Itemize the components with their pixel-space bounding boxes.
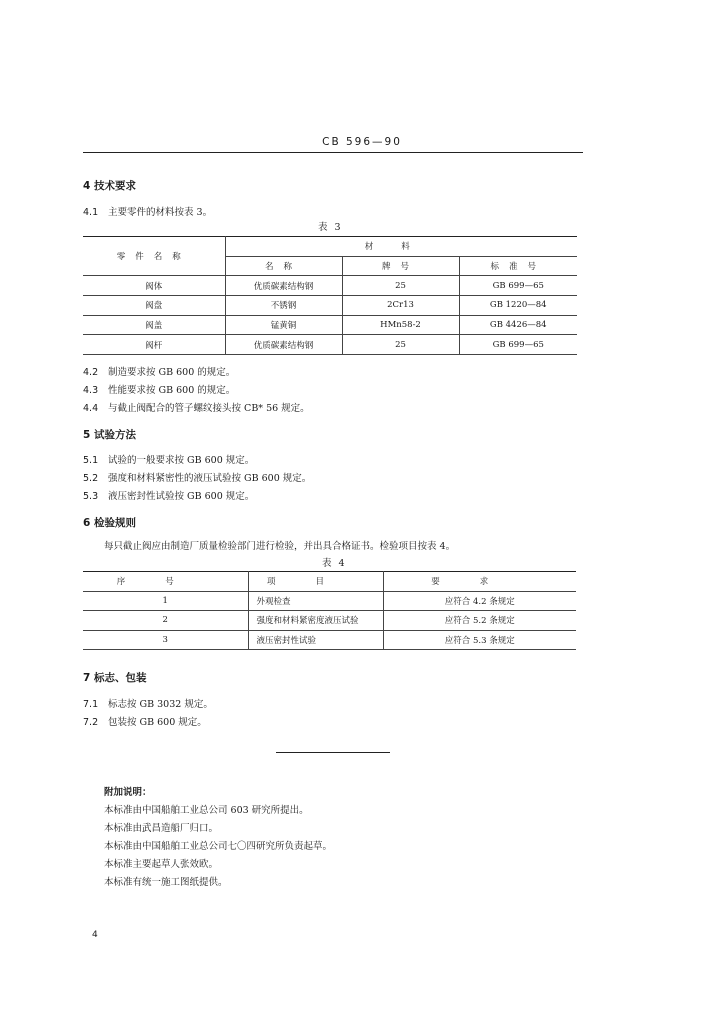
material-name-cell: 优质碳素结构钢 [225, 276, 342, 296]
clause-4-1 [83, 204, 212, 218]
table-row [83, 591, 576, 611]
item-cell: 强度和材料紧密度液压试验 [248, 611, 383, 631]
notes-line: 本标准有统一施工图纸提供。 [104, 877, 228, 888]
header-rule [83, 152, 583, 153]
table-3-subheader-standard: 标准号 [459, 256, 577, 276]
notes-line: 本标准由中国船舶工业总公司 603 研究所提出。 [104, 805, 309, 816]
table-row [83, 611, 576, 631]
table-row [83, 276, 577, 296]
section-6-heading: 6 检验规则 [83, 517, 136, 529]
clause-text: 主要零件的材料按表 3。 [108, 207, 213, 218]
seq-cell: 3 [83, 630, 248, 650]
seq-cell: 2 [83, 611, 248, 631]
standard-cell: GB 699—65 [459, 276, 577, 296]
table-4-header-seq: 序号 [83, 572, 248, 592]
section-4-heading: 4 技术要求 [83, 180, 136, 192]
clause-number: 5.3 [83, 491, 99, 502]
clause-text: 试验的一般要求按 GB 600 规定。 [108, 455, 255, 466]
item-cell: 液压密封性试验 [248, 630, 383, 650]
clause-text: 制造要求按 GB 600 的规定。 [108, 367, 236, 378]
clause-number: 7.2 [83, 717, 99, 728]
page-number: 4 [92, 930, 98, 940]
part-cell: 阀盖 [83, 315, 225, 335]
standard-cell: GB 699—65 [459, 335, 577, 355]
part-cell: 阀杆 [83, 335, 225, 355]
clause-number: 5.1 [83, 455, 99, 466]
material-name-cell: 优质碳素结构钢 [225, 335, 342, 355]
clause-number: 4.1 [83, 207, 99, 218]
clause-4-3 [83, 382, 235, 396]
part-cell: 阀盘 [83, 296, 225, 316]
item-cell: 外观检查 [248, 591, 383, 611]
clause-7-2 [83, 714, 207, 728]
clause-5-3 [83, 488, 254, 502]
table-row [83, 296, 577, 316]
clause-text: 性能要求按 GB 600 的规定。 [108, 385, 236, 396]
requirement-cell: 应符合 5.3 条规定 [383, 630, 576, 650]
clause-number: 4.2 [83, 367, 99, 378]
clause-4-2 [83, 364, 235, 378]
grade-cell: 2Cr13 [342, 296, 459, 316]
notes-line: 本标准由中国船舶工业总公司七〇四研究所负责起草。 [104, 841, 333, 852]
table-row [83, 630, 576, 650]
material-name-cell: 锰黄铜 [225, 315, 342, 335]
section-5-heading: 5 试验方法 [83, 429, 136, 441]
clause-text: 液压密封性试验按 GB 600 规定。 [108, 491, 255, 502]
document-code: CB 596—90 [322, 136, 402, 148]
table-3-subheader-grade: 牌号 [342, 256, 459, 276]
table-4-header-req: 要求 [383, 572, 576, 592]
clause-5-2 [83, 470, 311, 484]
table-3-subheader-name: 名称 [225, 256, 342, 276]
standard-cell: GB 4426—84 [459, 315, 577, 335]
table-4-caption: 表 4 [322, 558, 347, 569]
table-3-header-part: 零件名称 [83, 237, 225, 276]
clause-text: 包装按 GB 600 规定。 [108, 717, 207, 728]
table-row [83, 315, 577, 335]
requirement-cell: 应符合 4.2 条规定 [383, 591, 576, 611]
grade-cell: 25 [342, 276, 459, 296]
table-row [83, 335, 577, 355]
additional-notes [104, 784, 332, 892]
separator-rule [276, 752, 390, 753]
part-cell: 阀体 [83, 276, 225, 296]
clause-text: 与截止阀配合的管子螺纹接头按 CB* 56 规定。 [108, 403, 310, 414]
table-3 [83, 236, 577, 355]
seq-cell: 1 [83, 591, 248, 611]
table-4 [83, 571, 576, 650]
grade-cell: HMn58-2 [342, 315, 459, 335]
notes-title: 附加说明： [104, 787, 152, 798]
standard-cell: GB 1220—84 [459, 296, 577, 316]
clause-number: 5.2 [83, 473, 99, 484]
clause-number: 7.1 [83, 699, 99, 710]
clause-number: 4.3 [83, 385, 99, 396]
material-name-cell: 不锈钢 [225, 296, 342, 316]
grade-cell: 25 [342, 335, 459, 355]
clause-5-1 [83, 452, 254, 466]
section-6-paragraph: 每只截止阀应由制造厂质量检验部门进行检验，并出具合格证书。检验项目按表 4。 [104, 541, 456, 552]
notes-line: 本标准由武昌造船厂归口。 [104, 823, 219, 834]
notes-line: 本标准主要起草人张效欧。 [104, 859, 219, 870]
table-3-caption: 表 3 [318, 222, 343, 233]
section-7-heading: 7 标志、包装 [83, 672, 147, 684]
clause-text: 强度和材料紧密性的液压试验按 GB 600 规定。 [108, 473, 312, 484]
table-3-header-material: 材料 [225, 237, 577, 257]
clause-7-1 [83, 696, 213, 710]
requirement-cell: 应符合 5.2 条规定 [383, 611, 576, 631]
table-4-header-item: 项目 [248, 572, 383, 592]
clause-number: 4.4 [83, 403, 99, 414]
clause-4-4 [83, 400, 310, 414]
clause-text: 标志按 GB 3032 规定。 [108, 699, 213, 710]
